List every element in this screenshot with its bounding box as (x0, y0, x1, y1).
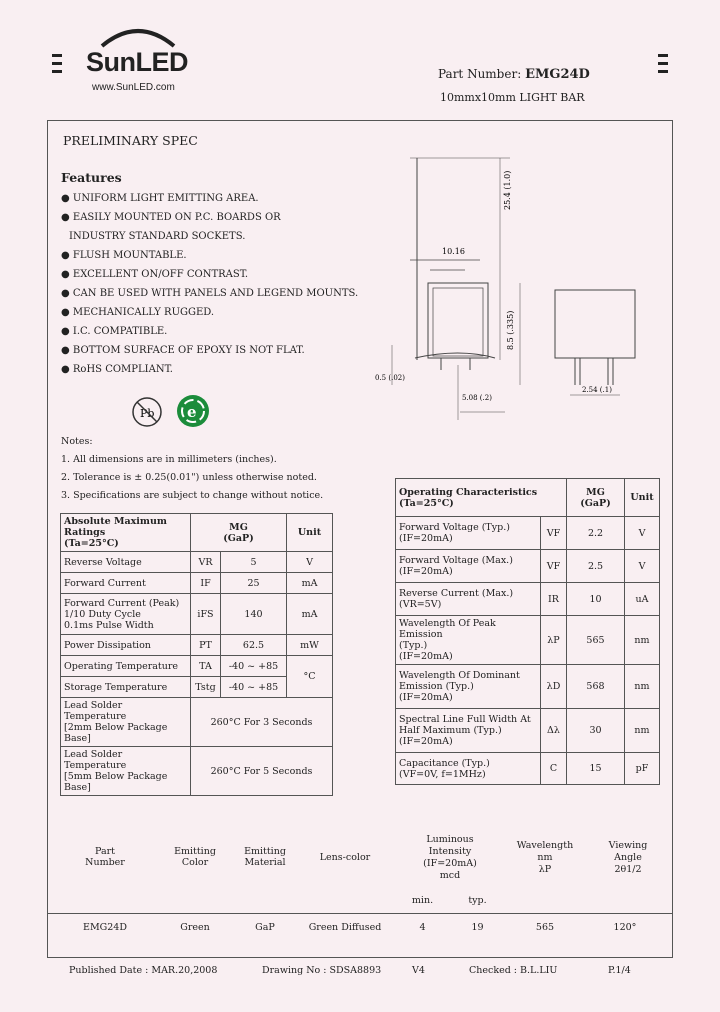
logo-arc-icon (98, 22, 178, 48)
dim-body-height: 8.5 (.335) (506, 310, 515, 350)
table-row: Forward Voltage (Max.) (IF=20mA) VF 2.5 V (396, 550, 660, 583)
pb-free-icon (130, 395, 164, 429)
dim-lead-length: 25.4 (1.0) (503, 170, 512, 210)
feature-item: ● CAN BE USED WITH PANELS AND LEGEND MOUNTS. (61, 288, 359, 299)
table-row: Wavelength Of Peak Emission (Typ.) (IF=20mA) λP 565 nm (396, 616, 660, 665)
table-header-row: Operating Characteristics (Ta=25°C) MG (GaP) Unit (396, 479, 660, 517)
footer-version: V4 (412, 965, 425, 976)
table-row: Wavelength Of Dominant Emission (Typ.) (IF=20mA) λD 568 nm (396, 665, 660, 709)
part-number-label: Part Number: (438, 67, 522, 81)
package-drawing (370, 150, 660, 420)
dim-lead: 0.5 (.02) (375, 374, 405, 382)
logo: SunLED (86, 47, 188, 77)
notes-title: Notes: (61, 436, 93, 447)
rohs-icon (175, 393, 211, 429)
footer-drawing: Drawing No : SDSA8893 (262, 965, 382, 976)
sel-row-typ: 19 (471, 922, 484, 933)
website-url: www.SunLED.com (92, 82, 175, 93)
table-row: Forward Voltage (Typ.) (IF=20mA) VF 2.2 V (396, 517, 660, 550)
table-row: Capacitance (Typ.) (VF=0V, f=1MHz) C 15 pF (396, 753, 660, 785)
dim-width: 10.16 (442, 247, 465, 256)
note-item: 3. Specifications are subject to change without notice. (61, 490, 324, 501)
sel-head-wavelength: Wavelength nm λP (516, 840, 574, 875)
sel-row-part: EMG24D (83, 922, 127, 933)
feature-item: ● UNIFORM LIGHT EMITTING AREA. (61, 193, 259, 204)
footer-published: Published Date : MAR.20,2008 (69, 965, 218, 976)
table-row: Forward Current (Peak) 1/10 Duty Cycle 0.1ms Pulse Width iFS 140 mA (61, 594, 333, 635)
sel-head-part: Part Number (85, 846, 125, 868)
abs-max-table (60, 513, 333, 796)
header-right-bars (658, 54, 668, 78)
sel-head-material: Emitting Material (244, 846, 286, 868)
sel-row-lens: Green Diffused (308, 922, 382, 933)
table-row: Lead Solder Temperature [2mm Below Package Base] 260°C For 3 Seconds (61, 698, 333, 747)
sel-divider (47, 913, 673, 914)
feature-item: INDUSTRY STANDARD SOCKETS. (69, 231, 246, 242)
footer-checked: Checked : B.L.LIU (469, 965, 558, 976)
table-row: Storage Temperature Tstg -40 ~ +85 (61, 677, 333, 698)
table-header-row: Absolute Maximum Ratings (Ta=25°C) MG (GaP) Unit (61, 514, 333, 552)
spec-title: PRELIMINARY SPEC (63, 133, 198, 148)
table-row: Forward Current IF 25 mA (61, 573, 333, 594)
sel-head-angle: Viewing Angle 2θ1/2 (608, 840, 648, 875)
features-list (61, 189, 358, 379)
op-char-table (395, 478, 660, 785)
sel-row-wavelength: 565 (535, 922, 555, 933)
part-number-line (438, 67, 590, 82)
feature-item: ● I.C. COMPATIBLE. (61, 326, 168, 337)
table-row: Lead Solder Temperature [5mm Below Package Base] 260°C For 5 Seconds (61, 747, 333, 796)
table-row: Reverse Current (Max.) (VR=5V) IR 10 uA (396, 583, 660, 616)
feature-item: ● EXCELLENT ON/OFF CONTRAST. (61, 269, 249, 280)
sel-row-color: Green (180, 922, 210, 933)
feature-item: ● FLUSH MOUNTABLE. (61, 250, 187, 261)
notes (61, 433, 323, 505)
header-left-bars (52, 54, 62, 78)
sel-head-luminous: Luminous Intensity (IF=20mA) mcd (423, 834, 477, 881)
table-row: Power Dissipation PT 62.5 mW (61, 635, 333, 656)
sel-row-material: GaP (255, 922, 275, 933)
feature-item: ● MECHANICALLY RUGGED. (61, 307, 215, 318)
dim-pitch: 2.54 (.1) (582, 386, 612, 394)
svg-text:e: e (187, 403, 197, 421)
sel-head-lens: Lens-color (319, 852, 371, 863)
table-row: Reverse Voltage VR 5 V (61, 552, 333, 573)
features-title: Features (61, 170, 122, 185)
feature-item: ● BOTTOM SURFACE OF EPOXY IS NOT FLAT. (61, 345, 305, 356)
part-number: EMG24D (525, 67, 590, 82)
feature-item: ● EASILY MOUNTED ON P.C. BOARDS OR (61, 212, 281, 223)
sel-typ-label: typ. (468, 895, 487, 906)
sel-row-angle: 120° (613, 922, 637, 933)
table-row: Spectral Line Full Width At Half Maximum (Typ.) (IF=20mA) Δλ 30 nm (396, 709, 660, 753)
product-subtitle: 10mmx10mm LIGHT BAR (440, 91, 585, 104)
svg-text:Pb: Pb (140, 407, 155, 420)
sel-head-color: Emitting Color (174, 846, 216, 868)
sel-min-label: min. (411, 895, 434, 906)
footer-page: P.1/4 (608, 965, 631, 976)
feature-item: ● RoHS COMPLIANT. (61, 364, 173, 375)
table-row: Operating Temperature TA -40 ~ +85 °C (61, 656, 333, 677)
sel-row-min: 4 (419, 922, 426, 933)
dim-bottom: 5.08 (.2) (462, 394, 492, 402)
note-item: 2. Tolerance is ± 0.25(0.01") unless otherwise noted. (61, 472, 317, 483)
note-item: 1. All dimensions are in millimeters (inches). (61, 454, 277, 465)
